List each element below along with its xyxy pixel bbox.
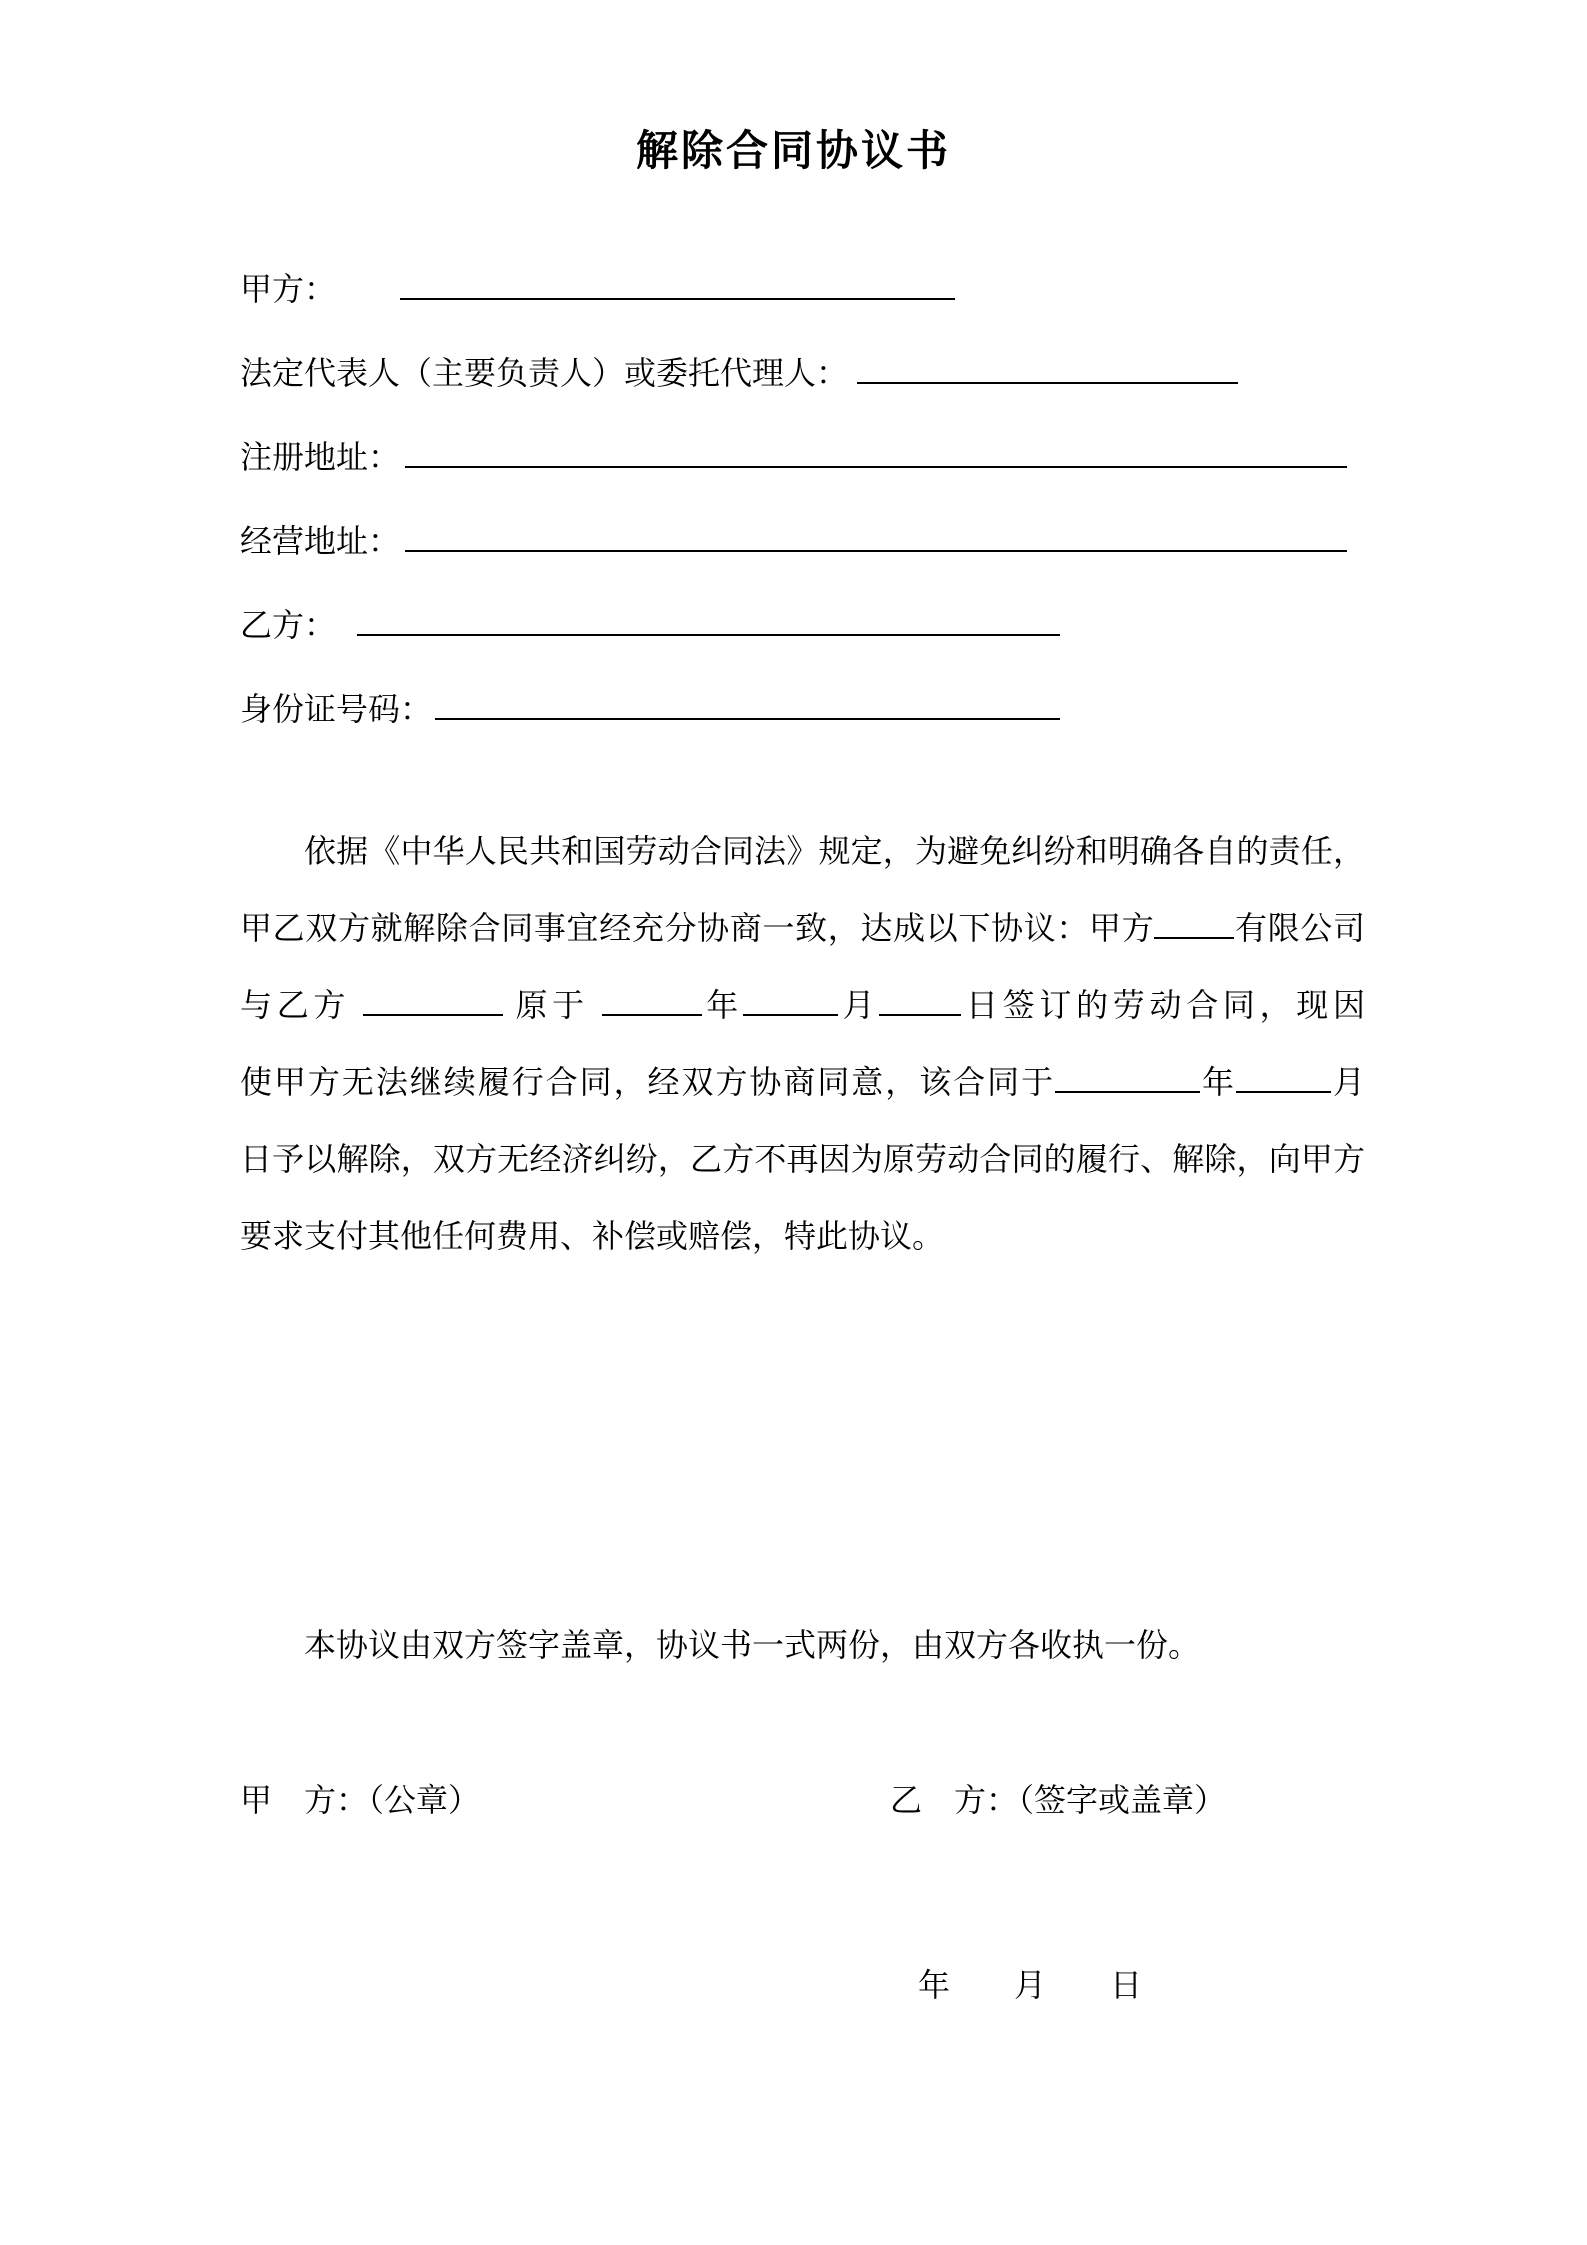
field-label: 乙方： (240, 607, 337, 643)
fill-in-line[interactable] (405, 462, 1347, 468)
field-row-2 (240, 415, 1377, 499)
paragraph-text: 月 (1331, 1064, 1365, 1100)
fill-in-line[interactable] (400, 294, 955, 300)
field-row-1 (240, 331, 1377, 415)
paragraph-text: 日签订的劳动合同，现因 (961, 987, 1365, 1023)
paragraph-text: 月 (837, 987, 880, 1023)
field-label: 经营地址： (240, 523, 401, 559)
closing-line: 本协议由双方签字盖章，协议书一式两份，由双方各收执一份。 (304, 1627, 1201, 1663)
paragraph-line (240, 1044, 1365, 1121)
fill-in-line[interactable] (743, 1010, 838, 1016)
field-row-4 (240, 583, 1377, 667)
fill-in-line[interactable] (602, 1010, 702, 1016)
body-paragraph (240, 813, 1365, 1275)
paragraph-text: 年 (701, 987, 743, 1023)
paragraph-line (240, 813, 1365, 890)
signature-party-a: 甲 方：（公章） (240, 1782, 481, 1818)
paragraph-text: 要求支付其他任何费用、补偿或赔偿，特此协议。 (240, 1218, 945, 1254)
field-label: 法定代表人（主要负责人）或委托代理人： (240, 355, 849, 391)
paragraph-text: 日予以解除，双方无经济纠纷，乙方不再因为原劳动合同的履行、解除，向甲方 (240, 1141, 1365, 1177)
fill-in-line[interactable] (1236, 1087, 1331, 1093)
paragraph-line (240, 890, 1365, 967)
field-row-5 (240, 667, 1377, 751)
paragraph-text: 原于 (502, 987, 602, 1023)
fill-in-line[interactable] (435, 714, 1060, 720)
paragraph-text: 年 (1200, 1064, 1237, 1100)
paragraph-text: 有限公司 (1234, 910, 1365, 946)
paragraph-line (240, 1121, 1365, 1198)
field-label: 甲方： (240, 271, 337, 307)
document-title: 解除合同协议书 (635, 129, 951, 175)
paragraph-text: 与乙方 (240, 987, 363, 1023)
party-fields (240, 247, 1377, 751)
fill-in-line[interactable] (363, 1010, 503, 1016)
paragraph-line (240, 1198, 1365, 1275)
field-row-0 (240, 247, 1377, 331)
paragraph-text: 依据《中华人民共和国劳动合同法》规定，为避免纠纷和明确各自的责任， (304, 833, 1365, 869)
paragraph-text: 使甲方无法继续履行合同，经双方协商同意，该合同于 (240, 1064, 1056, 1100)
paragraph-text: 甲乙双方就解除合同事宜经充分协商一致，达成以下协议：甲方 (240, 910, 1155, 946)
fill-in-line[interactable] (1055, 1087, 1200, 1093)
field-row-3 (240, 499, 1377, 583)
date-line: 年 月 日 (918, 1967, 1143, 2003)
field-label: 身份证号码： (240, 691, 433, 727)
signature-row (240, 1778, 1377, 1822)
signature-party-b: 乙 方：（签字或盖章） (890, 1782, 1227, 1818)
fill-in-line[interactable] (405, 546, 1347, 552)
fill-in-line[interactable] (857, 378, 1238, 384)
paragraph-line (240, 967, 1365, 1044)
fill-in-line[interactable] (879, 1010, 961, 1016)
field-label: 注册地址： (240, 439, 401, 475)
fill-in-line[interactable] (357, 630, 1060, 636)
fill-in-line[interactable] (1154, 933, 1234, 939)
